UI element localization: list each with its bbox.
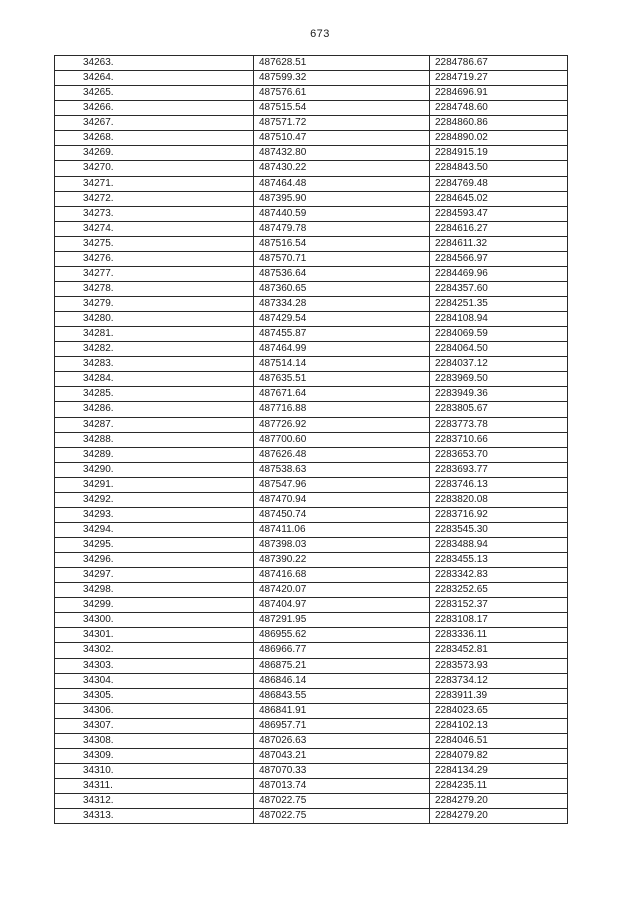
x-coordinate-cell: 487360.65: [254, 281, 430, 296]
x-coordinate-cell: 487716.88: [254, 402, 430, 417]
y-coordinate-cell: 2284279.20: [430, 794, 568, 809]
point-number-cell: 34273.: [55, 206, 254, 221]
x-coordinate-cell: 487547.96: [254, 477, 430, 492]
x-coordinate-cell: 487291.95: [254, 613, 430, 628]
point-number-cell: 34271.: [55, 176, 254, 191]
y-coordinate-cell: 2284357.60: [430, 281, 568, 296]
point-number-cell: 34305.: [55, 688, 254, 703]
y-coordinate-cell: 2284748.60: [430, 101, 568, 116]
point-number-cell: 34307.: [55, 718, 254, 733]
point-number-cell: 34308.: [55, 733, 254, 748]
y-coordinate-cell: 2283336.11: [430, 628, 568, 643]
x-coordinate-cell: 486966.77: [254, 643, 430, 658]
y-coordinate-cell: 2284843.50: [430, 161, 568, 176]
point-number-cell: 34287.: [55, 417, 254, 432]
y-coordinate-cell: 2283545.30: [430, 522, 568, 537]
table-row: [55, 507, 568, 522]
x-coordinate-cell: 487334.28: [254, 297, 430, 312]
y-coordinate-cell: 2284079.82: [430, 748, 568, 763]
x-coordinate-cell: 487070.33: [254, 763, 430, 778]
x-coordinate-cell: 487404.97: [254, 598, 430, 613]
x-coordinate-cell: 487390.22: [254, 553, 430, 568]
table-row: [55, 357, 568, 372]
y-coordinate-cell: 2284611.32: [430, 236, 568, 251]
y-coordinate-cell: 2284696.91: [430, 86, 568, 101]
x-coordinate-cell: 486841.91: [254, 703, 430, 718]
table-row: [55, 703, 568, 718]
x-coordinate-cell: 487429.54: [254, 312, 430, 327]
point-number-cell: 34294.: [55, 522, 254, 537]
table-row: [55, 297, 568, 312]
table-row: [55, 372, 568, 387]
x-coordinate-cell: 486875.21: [254, 658, 430, 673]
x-coordinate-cell: 487043.21: [254, 748, 430, 763]
table-row: [55, 763, 568, 778]
x-coordinate-cell: 487570.71: [254, 251, 430, 266]
x-coordinate-cell: 487430.22: [254, 161, 430, 176]
table-row: [55, 718, 568, 733]
x-coordinate-cell: 487479.78: [254, 221, 430, 236]
point-number-cell: 34282.: [55, 342, 254, 357]
x-coordinate-cell: 487635.51: [254, 372, 430, 387]
table-row: [55, 146, 568, 161]
x-coordinate-cell: 487628.51: [254, 56, 430, 71]
table-row: [55, 116, 568, 131]
table-row: [55, 251, 568, 266]
table-row: [55, 688, 568, 703]
point-number-cell: 34288.: [55, 432, 254, 447]
y-coordinate-cell: 2283152.37: [430, 598, 568, 613]
x-coordinate-cell: 487516.54: [254, 236, 430, 251]
y-coordinate-cell: 2283710.66: [430, 432, 568, 447]
x-coordinate-cell: 487450.74: [254, 507, 430, 522]
point-number-cell: 34292.: [55, 492, 254, 507]
x-coordinate-cell: 487671.64: [254, 387, 430, 402]
x-coordinate-cell: 487416.68: [254, 568, 430, 583]
table-row: [55, 568, 568, 583]
y-coordinate-cell: 2284786.67: [430, 56, 568, 71]
x-coordinate-cell: 487395.90: [254, 191, 430, 206]
x-coordinate-cell: 486846.14: [254, 673, 430, 688]
y-coordinate-cell: 2284890.02: [430, 131, 568, 146]
point-number-cell: 34300.: [55, 613, 254, 628]
y-coordinate-cell: 2284769.48: [430, 176, 568, 191]
x-coordinate-cell: 487420.07: [254, 583, 430, 598]
point-number-cell: 34304.: [55, 673, 254, 688]
y-coordinate-cell: 2283108.17: [430, 613, 568, 628]
point-number-cell: 34302.: [55, 643, 254, 658]
y-coordinate-cell: 2284616.27: [430, 221, 568, 236]
x-coordinate-cell: 487599.32: [254, 71, 430, 86]
y-coordinate-cell: 2283773.78: [430, 417, 568, 432]
point-number-cell: 34279.: [55, 297, 254, 312]
point-number-cell: 34311.: [55, 779, 254, 794]
table-row: [55, 583, 568, 598]
table-row: [55, 598, 568, 613]
point-number-cell: 34291.: [55, 477, 254, 492]
point-number-cell: 34293.: [55, 507, 254, 522]
point-number-cell: 34303.: [55, 658, 254, 673]
table-row: [55, 131, 568, 146]
y-coordinate-cell: 2284645.02: [430, 191, 568, 206]
x-coordinate-cell: 487626.48: [254, 447, 430, 462]
table-row: [55, 477, 568, 492]
point-number-cell: 34299.: [55, 598, 254, 613]
point-number-cell: 34283.: [55, 357, 254, 372]
table-row: [55, 748, 568, 763]
y-coordinate-cell: 2284719.27: [430, 71, 568, 86]
y-coordinate-cell: 2283573.93: [430, 658, 568, 673]
y-coordinate-cell: 2284134.29: [430, 763, 568, 778]
point-number-cell: 34267.: [55, 116, 254, 131]
x-coordinate-cell: 487013.74: [254, 779, 430, 794]
x-coordinate-cell: 487464.48: [254, 176, 430, 191]
y-coordinate-cell: 2283746.13: [430, 477, 568, 492]
table-row: [55, 221, 568, 236]
x-coordinate-cell: 487571.72: [254, 116, 430, 131]
table-row: [55, 176, 568, 191]
table-row: [55, 522, 568, 537]
point-number-cell: 34298.: [55, 583, 254, 598]
point-number-cell: 34284.: [55, 372, 254, 387]
x-coordinate-cell: 487510.47: [254, 131, 430, 146]
point-number-cell: 34297.: [55, 568, 254, 583]
table-row: [55, 327, 568, 342]
x-coordinate-cell: 486843.55: [254, 688, 430, 703]
y-coordinate-cell: 2283820.08: [430, 492, 568, 507]
table-row: [55, 417, 568, 432]
y-coordinate-cell: 2284108.94: [430, 312, 568, 327]
point-number-cell: 34296.: [55, 553, 254, 568]
y-coordinate-cell: 2284064.50: [430, 342, 568, 357]
point-number-cell: 34263.: [55, 56, 254, 71]
point-number-cell: 34309.: [55, 748, 254, 763]
point-number-cell: 34270.: [55, 161, 254, 176]
point-number-cell: 34289.: [55, 447, 254, 462]
y-coordinate-cell: 2283969.50: [430, 372, 568, 387]
table-row: [55, 613, 568, 628]
y-coordinate-cell: 2283452.81: [430, 643, 568, 658]
table-row: [55, 161, 568, 176]
x-coordinate-cell: 487464.99: [254, 342, 430, 357]
y-coordinate-cell: 2283693.77: [430, 462, 568, 477]
y-coordinate-cell: 2284593.47: [430, 206, 568, 221]
point-number-cell: 34306.: [55, 703, 254, 718]
point-number-cell: 34310.: [55, 763, 254, 778]
y-coordinate-cell: 2284915.19: [430, 146, 568, 161]
table-row: [55, 538, 568, 553]
table-row: [55, 733, 568, 748]
table-row: [55, 281, 568, 296]
table-row: [55, 101, 568, 116]
table-row: [55, 643, 568, 658]
point-number-cell: 34295.: [55, 538, 254, 553]
point-number-cell: 34276.: [55, 251, 254, 266]
point-number-cell: 34281.: [55, 327, 254, 342]
y-coordinate-cell: 2284023.65: [430, 703, 568, 718]
x-coordinate-cell: 486955.62: [254, 628, 430, 643]
point-number-cell: 34286.: [55, 402, 254, 417]
y-coordinate-cell: 2284037.12: [430, 357, 568, 372]
page-number: 673: [310, 28, 330, 40]
x-coordinate-cell: 487470.94: [254, 492, 430, 507]
x-coordinate-cell: 487022.75: [254, 794, 430, 809]
y-coordinate-cell: 2283653.70: [430, 447, 568, 462]
point-number-cell: 34278.: [55, 281, 254, 296]
x-coordinate-cell: 487576.61: [254, 86, 430, 101]
point-number-cell: 34275.: [55, 236, 254, 251]
y-coordinate-cell: 2284860.86: [430, 116, 568, 131]
y-coordinate-cell: 2284046.51: [430, 733, 568, 748]
table-row: [55, 462, 568, 477]
x-coordinate-cell: 487411.06: [254, 522, 430, 537]
table-row: [55, 342, 568, 357]
y-coordinate-cell: 2284279.20: [430, 809, 568, 824]
y-coordinate-cell: 2284566.97: [430, 251, 568, 266]
point-number-cell: 34268.: [55, 131, 254, 146]
coordinates-table-body: [55, 56, 568, 824]
table-row: [55, 658, 568, 673]
table-row: [55, 312, 568, 327]
x-coordinate-cell: 487026.63: [254, 733, 430, 748]
point-number-cell: 34269.: [55, 146, 254, 161]
table-row: [55, 387, 568, 402]
y-coordinate-cell: 2283734.12: [430, 673, 568, 688]
point-number-cell: 34313.: [55, 809, 254, 824]
table-row: [55, 553, 568, 568]
y-coordinate-cell: 2283805.67: [430, 402, 568, 417]
y-coordinate-cell: 2283949.36: [430, 387, 568, 402]
x-coordinate-cell: 487700.60: [254, 432, 430, 447]
table-row: [55, 432, 568, 447]
x-coordinate-cell: 486957.71: [254, 718, 430, 733]
table-row: [55, 191, 568, 206]
y-coordinate-cell: 2284235.11: [430, 779, 568, 794]
table-row: [55, 809, 568, 824]
y-coordinate-cell: 2284102.13: [430, 718, 568, 733]
x-coordinate-cell: 487515.54: [254, 101, 430, 116]
y-coordinate-cell: 2283455.13: [430, 553, 568, 568]
x-coordinate-cell: 487536.64: [254, 266, 430, 281]
table-row: [55, 86, 568, 101]
point-number-cell: 34264.: [55, 71, 254, 86]
table-row: [55, 56, 568, 71]
y-coordinate-cell: 2284251.35: [430, 297, 568, 312]
y-coordinate-cell: 2283342.83: [430, 568, 568, 583]
table-row: [55, 492, 568, 507]
x-coordinate-cell: 487440.59: [254, 206, 430, 221]
x-coordinate-cell: 487022.75: [254, 809, 430, 824]
y-coordinate-cell: 2283911.39: [430, 688, 568, 703]
table-row: [55, 628, 568, 643]
point-number-cell: 34290.: [55, 462, 254, 477]
point-number-cell: 34312.: [55, 794, 254, 809]
x-coordinate-cell: 487514.14: [254, 357, 430, 372]
point-number-cell: 34266.: [55, 101, 254, 116]
table-row: [55, 266, 568, 281]
table-row: [55, 779, 568, 794]
point-number-cell: 34301.: [55, 628, 254, 643]
table-row: [55, 447, 568, 462]
point-number-cell: 34274.: [55, 221, 254, 236]
point-number-cell: 34265.: [55, 86, 254, 101]
y-coordinate-cell: 2284469.96: [430, 266, 568, 281]
y-coordinate-cell: 2283252.65: [430, 583, 568, 598]
point-number-cell: 34285.: [55, 387, 254, 402]
x-coordinate-cell: 487398.03: [254, 538, 430, 553]
x-coordinate-cell: 487432.80: [254, 146, 430, 161]
table-row: [55, 236, 568, 251]
point-number-cell: 34280.: [55, 312, 254, 327]
table-row: [55, 794, 568, 809]
y-coordinate-cell: 2283488.94: [430, 538, 568, 553]
point-number-cell: 34272.: [55, 191, 254, 206]
table-row: [55, 673, 568, 688]
table-row: [55, 71, 568, 86]
table-row: [55, 402, 568, 417]
table-row: [55, 206, 568, 221]
coordinates-table: [54, 55, 568, 824]
x-coordinate-cell: 487726.92: [254, 417, 430, 432]
y-coordinate-cell: 2284069.59: [430, 327, 568, 342]
x-coordinate-cell: 487455.87: [254, 327, 430, 342]
x-coordinate-cell: 487538.63: [254, 462, 430, 477]
y-coordinate-cell: 2283716.92: [430, 507, 568, 522]
point-number-cell: 34277.: [55, 266, 254, 281]
